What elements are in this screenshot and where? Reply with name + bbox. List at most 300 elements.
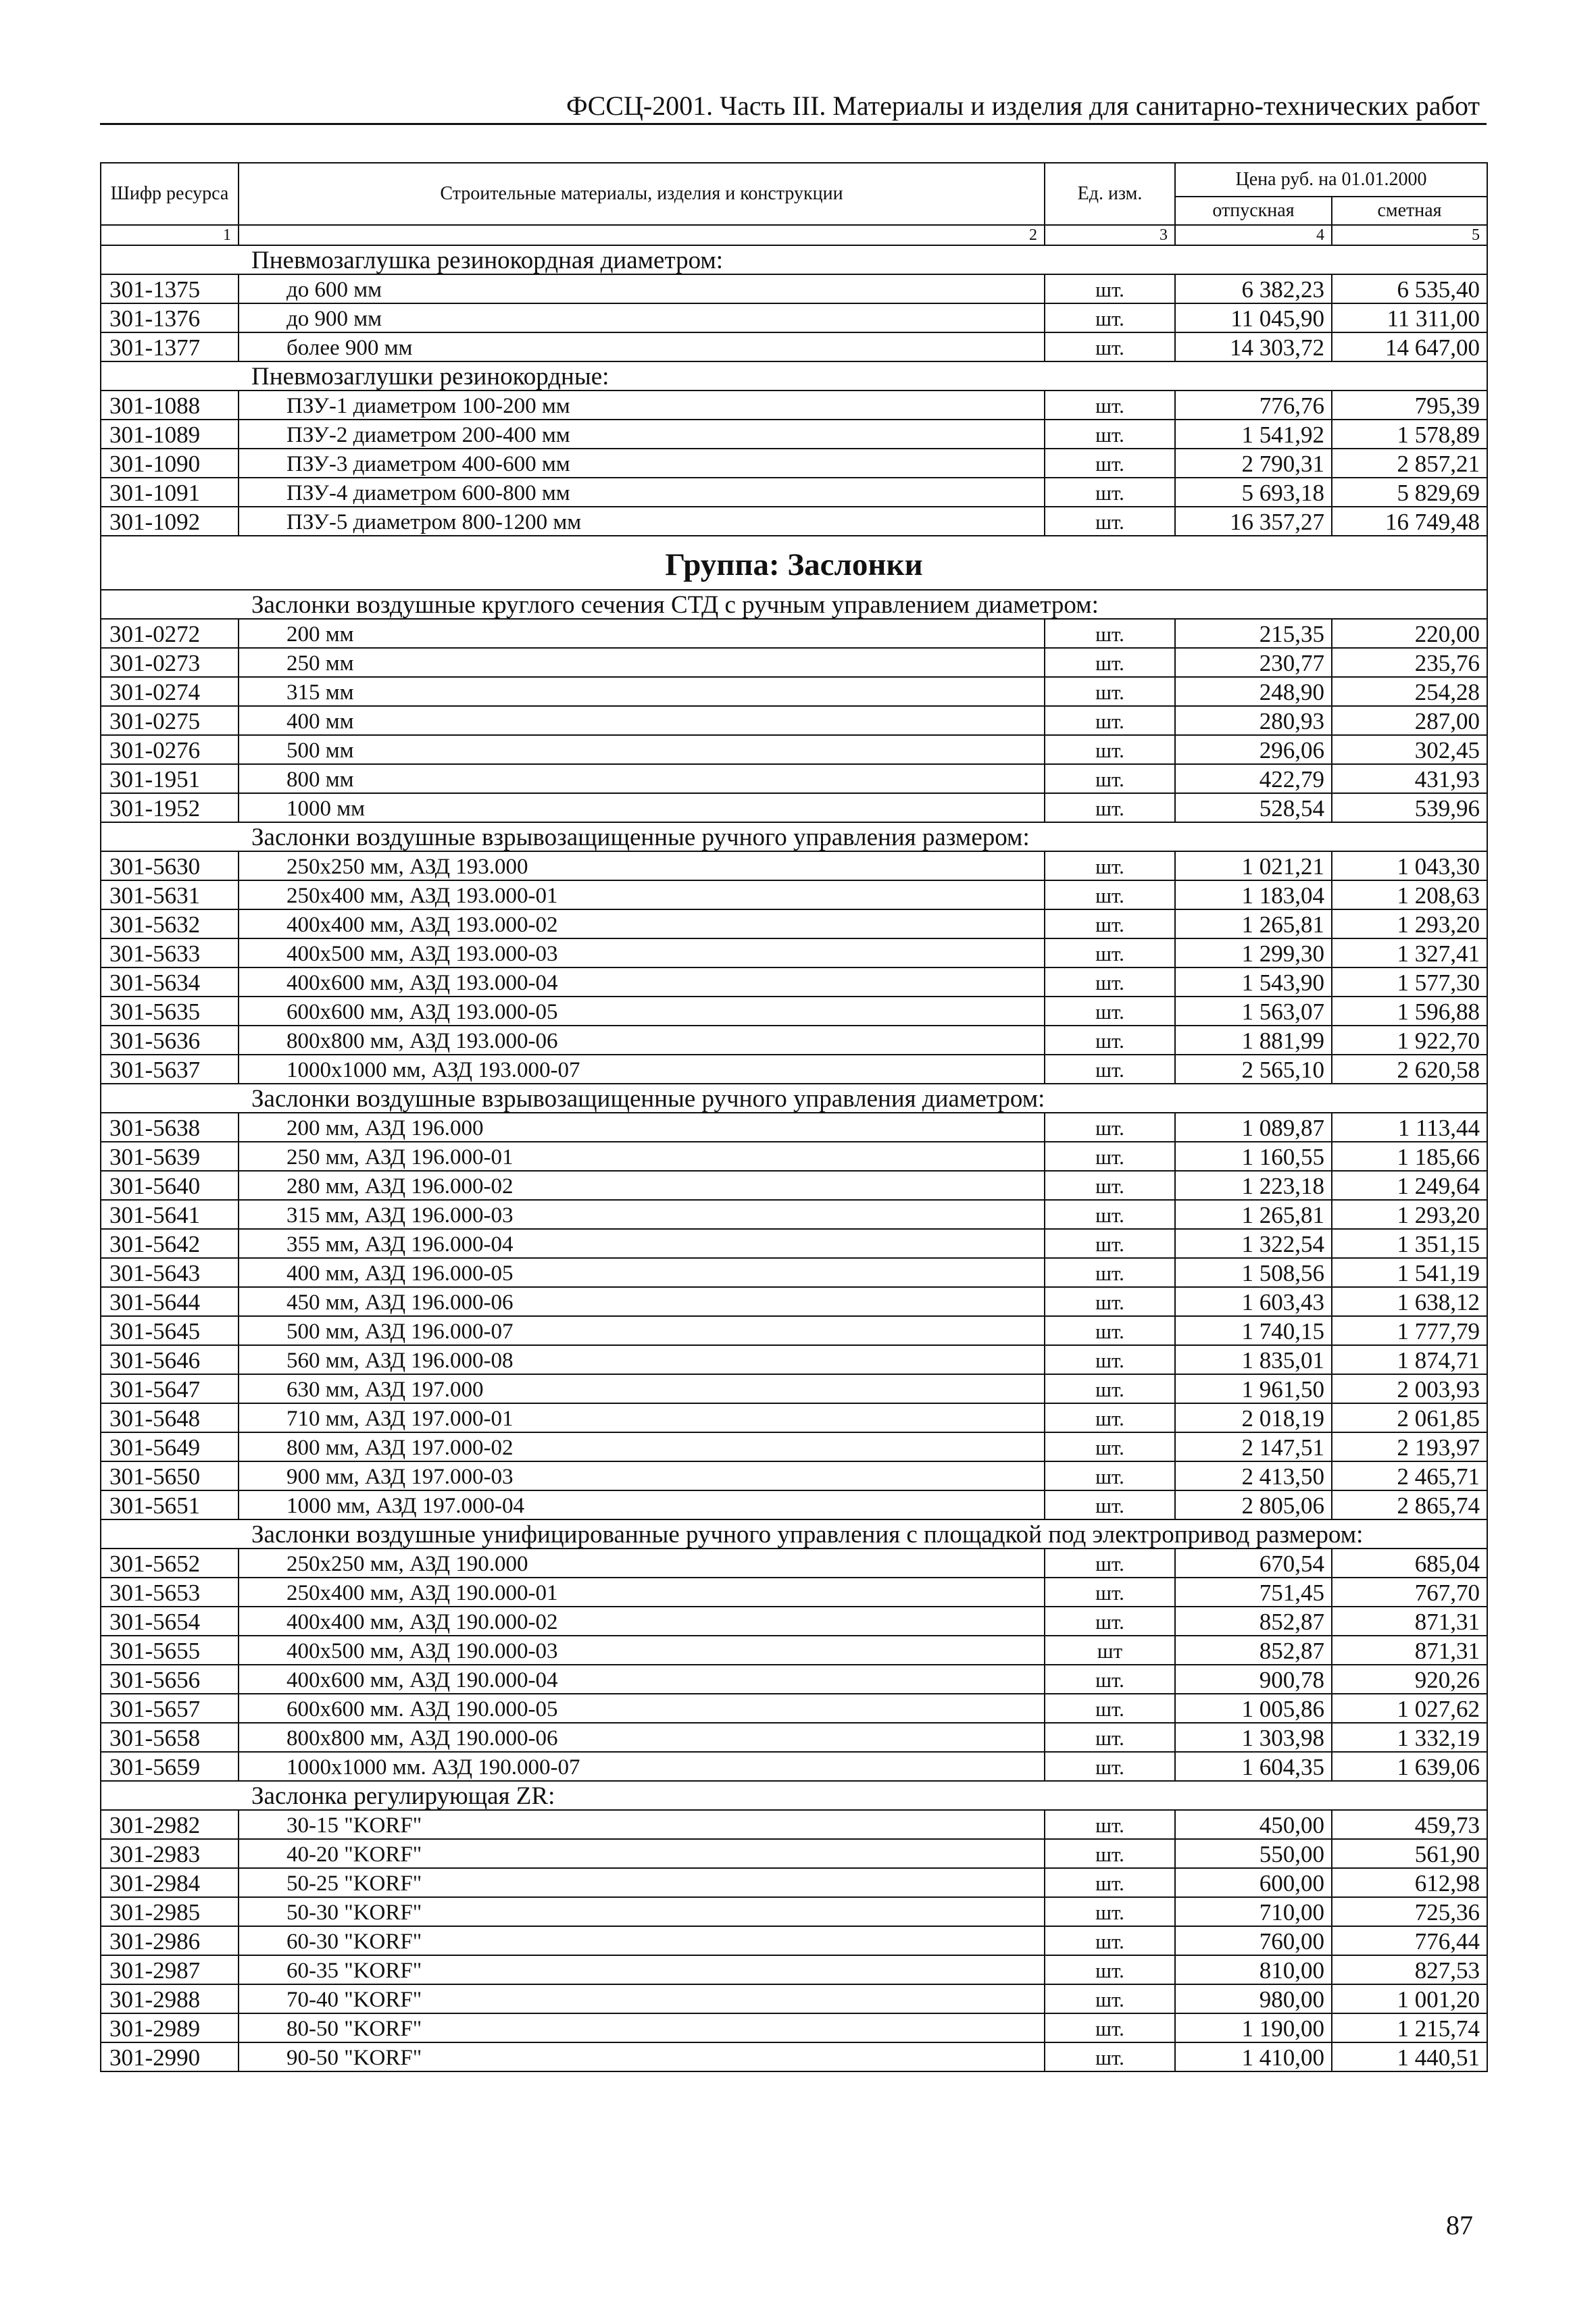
unit-cell: шт. bbox=[1045, 938, 1175, 967]
release-price: 776,76 bbox=[1175, 391, 1332, 420]
item-name: ПЗУ-5 диаметром 800-1200 мм bbox=[239, 507, 1045, 536]
header-row bbox=[101, 163, 1487, 197]
release-price: 14 303,72 bbox=[1175, 332, 1332, 361]
table-row bbox=[101, 303, 1487, 332]
table-row bbox=[101, 1055, 1487, 1084]
estimate-price: 561,90 bbox=[1332, 1839, 1487, 1868]
item-name: ПЗУ-1 диаметром 100-200 мм bbox=[239, 391, 1045, 420]
release-price: 1 563,07 bbox=[1175, 997, 1332, 1026]
table-row bbox=[101, 1461, 1487, 1490]
estimate-price: 2 061,85 bbox=[1332, 1403, 1487, 1432]
col-header-estimate: сметная bbox=[1332, 197, 1487, 225]
table-row bbox=[101, 332, 1487, 361]
table-row bbox=[101, 735, 1487, 764]
estimate-price: 2 865,74 bbox=[1332, 1490, 1487, 1519]
unit-cell: шт. bbox=[1045, 1403, 1175, 1432]
col-header-price: Цена руб. на 01.01.2000 bbox=[1175, 163, 1487, 197]
table-row bbox=[101, 1171, 1487, 1200]
resource-code: 301-5652 bbox=[101, 1549, 239, 1578]
item-name: 900 мм, АЗД 197.000-03 bbox=[239, 1461, 1045, 1490]
release-price: 1 541,92 bbox=[1175, 420, 1332, 449]
unit-cell: шт. bbox=[1045, 1171, 1175, 1200]
table-row bbox=[101, 1026, 1487, 1055]
estimate-price: 1 440,51 bbox=[1332, 2042, 1487, 2071]
estimate-price: 1 027,62 bbox=[1332, 1694, 1487, 1723]
item-name: 710 мм, АЗД 197.000-01 bbox=[239, 1403, 1045, 1432]
item-name: 315 мм bbox=[239, 677, 1045, 706]
item-name: 250х250 мм, АЗД 193.000 bbox=[239, 851, 1045, 880]
estimate-price: 871,31 bbox=[1332, 1607, 1487, 1636]
header-title: ФССЦ-2001. Часть III. Материалы и изделия для санитарно-технических работ bbox=[566, 91, 1480, 121]
estimate-price: 827,53 bbox=[1332, 1955, 1487, 1984]
item-name: 400х400 мм, АЗД 193.000-02 bbox=[239, 909, 1045, 938]
release-price: 2 147,51 bbox=[1175, 1432, 1332, 1461]
resource-code: 301-1089 bbox=[101, 420, 239, 449]
resource-code: 301-5649 bbox=[101, 1432, 239, 1461]
table-row bbox=[101, 677, 1487, 706]
running-header bbox=[100, 89, 1487, 125]
resource-code: 301-5637 bbox=[101, 1055, 239, 1084]
estimate-price: 1 327,41 bbox=[1332, 938, 1487, 967]
resource-code: 301-5633 bbox=[101, 938, 239, 967]
estimate-price: 2 193,97 bbox=[1332, 1432, 1487, 1461]
table-row bbox=[101, 1607, 1487, 1636]
resource-code: 301-5635 bbox=[101, 997, 239, 1026]
estimate-price: 2 003,93 bbox=[1332, 1374, 1487, 1403]
resource-code: 301-1092 bbox=[101, 507, 239, 536]
table-row bbox=[101, 1142, 1487, 1171]
item-name: 400 мм bbox=[239, 706, 1045, 735]
item-name: 800 мм, АЗД 197.000-02 bbox=[239, 1432, 1045, 1461]
table-row bbox=[101, 967, 1487, 997]
release-price: 1 835,01 bbox=[1175, 1345, 1332, 1374]
resource-code: 301-0275 bbox=[101, 706, 239, 735]
resource-code: 301-5654 bbox=[101, 1607, 239, 1636]
table-row bbox=[101, 478, 1487, 507]
unit-cell: шт. bbox=[1045, 332, 1175, 361]
resource-code: 301-5639 bbox=[101, 1142, 239, 1171]
item-name: 450 мм, АЗД 196.000-06 bbox=[239, 1287, 1045, 1316]
unit-cell: шт. bbox=[1045, 1578, 1175, 1607]
release-price: 1 322,54 bbox=[1175, 1229, 1332, 1258]
resource-code: 301-2984 bbox=[101, 1868, 239, 1897]
unit-cell: шт. bbox=[1045, 303, 1175, 332]
unit-cell: шт. bbox=[1045, 1374, 1175, 1403]
item-name: 250 мм, АЗД 196.000-01 bbox=[239, 1142, 1045, 1171]
release-price: 550,00 bbox=[1175, 1839, 1332, 1868]
estimate-price: 1 874,71 bbox=[1332, 1345, 1487, 1374]
estimate-price: 1 577,30 bbox=[1332, 967, 1487, 997]
unit-cell: шт bbox=[1045, 1636, 1175, 1665]
unit-cell: шт. bbox=[1045, 909, 1175, 938]
table-row bbox=[101, 1113, 1487, 1142]
resource-code: 301-5653 bbox=[101, 1578, 239, 1607]
estimate-price: 1 639,06 bbox=[1332, 1752, 1487, 1781]
release-price: 528,54 bbox=[1175, 793, 1332, 822]
release-price: 1 005,86 bbox=[1175, 1694, 1332, 1723]
estimate-price: 1 293,20 bbox=[1332, 909, 1487, 938]
release-price: 1 223,18 bbox=[1175, 1171, 1332, 1200]
release-price: 810,00 bbox=[1175, 1955, 1332, 1984]
table-row bbox=[101, 449, 1487, 478]
unit-cell: шт. bbox=[1045, 1258, 1175, 1287]
release-price: 1 021,21 bbox=[1175, 851, 1332, 880]
item-name: 315 мм, АЗД 196.000-03 bbox=[239, 1200, 1045, 1229]
item-name: до 600 мм bbox=[239, 274, 1045, 303]
estimate-price: 1 113,44 bbox=[1332, 1113, 1487, 1142]
release-price: 1 183,04 bbox=[1175, 880, 1332, 909]
col-number-3: 3 bbox=[1045, 225, 1175, 245]
resource-code: 301-2987 bbox=[101, 1955, 239, 1984]
item-name: 1000 мм, АЗД 197.000-04 bbox=[239, 1490, 1045, 1519]
resource-code: 301-1090 bbox=[101, 449, 239, 478]
item-name: 250 мм bbox=[239, 648, 1045, 677]
release-price: 2 018,19 bbox=[1175, 1403, 1332, 1432]
item-name: 500 мм, АЗД 196.000-07 bbox=[239, 1316, 1045, 1345]
resource-code: 301-5659 bbox=[101, 1752, 239, 1781]
resource-code: 301-5655 bbox=[101, 1636, 239, 1665]
unit-cell: шт. bbox=[1045, 880, 1175, 909]
estimate-price: 220,00 bbox=[1332, 619, 1487, 648]
release-price: 1 299,30 bbox=[1175, 938, 1332, 967]
resource-code: 301-5645 bbox=[101, 1316, 239, 1345]
section-heading: Заслонки воздушные круглого сечения СТД с ручным управлением диаметром: bbox=[101, 590, 1487, 619]
table-row bbox=[101, 391, 1487, 420]
table-row bbox=[101, 1636, 1487, 1665]
table-row bbox=[101, 1229, 1487, 1258]
item-name: 400х500 мм, АЗД 193.000-03 bbox=[239, 938, 1045, 967]
unit-cell: шт. bbox=[1045, 735, 1175, 764]
item-name: ПЗУ-2 диаметром 200-400 мм bbox=[239, 420, 1045, 449]
item-name: 60-30 "KORF" bbox=[239, 1926, 1045, 1955]
estimate-price: 1 043,30 bbox=[1332, 851, 1487, 880]
unit-cell: шт. bbox=[1045, 391, 1175, 420]
table-row bbox=[101, 1549, 1487, 1578]
release-price: 1 303,98 bbox=[1175, 1723, 1332, 1752]
release-price: 296,06 bbox=[1175, 735, 1332, 764]
unit-cell: шт. bbox=[1045, 1897, 1175, 1926]
group-heading: Группа: Заслонки bbox=[101, 536, 1487, 590]
unit-cell: шт. bbox=[1045, 1229, 1175, 1258]
table-row bbox=[101, 274, 1487, 303]
item-name: 1000х1000 мм, АЗД 193.000-07 bbox=[239, 1055, 1045, 1084]
release-price: 1 265,81 bbox=[1175, 1200, 1332, 1229]
unit-cell: шт. bbox=[1045, 1926, 1175, 1955]
estimate-price: 1 215,74 bbox=[1332, 2013, 1487, 2042]
table-row bbox=[101, 648, 1487, 677]
section-heading-row bbox=[101, 590, 1487, 619]
release-price: 2 565,10 bbox=[1175, 1055, 1332, 1084]
unit-cell: шт. bbox=[1045, 1607, 1175, 1636]
unit-cell: шт. bbox=[1045, 1694, 1175, 1723]
item-name: 250х400 мм, АЗД 193.000-01 bbox=[239, 880, 1045, 909]
resource-code: 301-5634 bbox=[101, 967, 239, 997]
item-name: 280 мм, АЗД 196.000-02 bbox=[239, 1171, 1045, 1200]
resource-code: 301-1952 bbox=[101, 793, 239, 822]
price-table bbox=[100, 162, 1488, 2072]
item-name: 90-50 "KORF" bbox=[239, 2042, 1045, 2071]
resource-code: 301-1088 bbox=[101, 391, 239, 420]
estimate-price: 1 596,88 bbox=[1332, 997, 1487, 1026]
resource-code: 301-5658 bbox=[101, 1723, 239, 1752]
table-row bbox=[101, 1897, 1487, 1926]
estimate-price: 1 578,89 bbox=[1332, 420, 1487, 449]
release-price: 11 045,90 bbox=[1175, 303, 1332, 332]
item-name: 60-35 "KORF" bbox=[239, 1955, 1045, 1984]
release-price: 760,00 bbox=[1175, 1926, 1332, 1955]
item-name: 400х500 мм, АЗД 190.000-03 bbox=[239, 1636, 1045, 1665]
release-price: 852,87 bbox=[1175, 1607, 1332, 1636]
release-price: 600,00 bbox=[1175, 1868, 1332, 1897]
release-price: 1 410,00 bbox=[1175, 2042, 1332, 2071]
estimate-price: 1 208,63 bbox=[1332, 880, 1487, 909]
release-price: 900,78 bbox=[1175, 1665, 1332, 1694]
item-name: 1000х1000 мм. АЗД 190.000-07 bbox=[239, 1752, 1045, 1781]
estimate-price: 725,36 bbox=[1332, 1897, 1487, 1926]
item-name: более 900 мм bbox=[239, 332, 1045, 361]
resource-code: 301-2988 bbox=[101, 1984, 239, 2013]
unit-cell: шт. bbox=[1045, 1461, 1175, 1490]
release-price: 1 740,15 bbox=[1175, 1316, 1332, 1345]
unit-cell: шт. bbox=[1045, 1316, 1175, 1345]
unit-cell: шт. bbox=[1045, 1026, 1175, 1055]
item-name: 400х400 мм, АЗД 190.000-02 bbox=[239, 1607, 1045, 1636]
unit-cell: шт. bbox=[1045, 1549, 1175, 1578]
resource-code: 301-5630 bbox=[101, 851, 239, 880]
resource-code: 301-5647 bbox=[101, 1374, 239, 1403]
unit-cell: шт. bbox=[1045, 274, 1175, 303]
col-header-unit: Ед. изм. bbox=[1045, 163, 1175, 225]
table-row bbox=[101, 1752, 1487, 1781]
table-row bbox=[101, 420, 1487, 449]
section-heading: Заслонка регулирующая ZR: bbox=[101, 1781, 1487, 1810]
release-price: 1 604,35 bbox=[1175, 1752, 1332, 1781]
item-name: 400х600 мм, АЗД 190.000-04 bbox=[239, 1665, 1045, 1694]
estimate-price: 685,04 bbox=[1332, 1549, 1487, 1578]
resource-code: 301-5657 bbox=[101, 1694, 239, 1723]
unit-cell: шт. bbox=[1045, 764, 1175, 793]
unit-cell: шт. bbox=[1045, 706, 1175, 735]
table-row bbox=[101, 1578, 1487, 1607]
table-row bbox=[101, 1723, 1487, 1752]
item-name: ПЗУ-3 диаметром 400-600 мм bbox=[239, 449, 1045, 478]
resource-code: 301-5642 bbox=[101, 1229, 239, 1258]
resource-code: 301-2983 bbox=[101, 1839, 239, 1868]
section-heading-row bbox=[101, 822, 1487, 851]
section-heading: Пневмозаглушки резинокордные: bbox=[101, 361, 1487, 391]
unit-cell: шт. bbox=[1045, 478, 1175, 507]
resource-code: 301-0276 bbox=[101, 735, 239, 764]
group-heading-row bbox=[101, 536, 1487, 590]
estimate-price: 1 185,66 bbox=[1332, 1142, 1487, 1171]
release-price: 6 382,23 bbox=[1175, 274, 1332, 303]
item-name: 30-15 "KORF" bbox=[239, 1810, 1045, 1839]
unit-cell: шт. bbox=[1045, 420, 1175, 449]
estimate-price: 5 829,69 bbox=[1332, 478, 1487, 507]
release-price: 2 805,06 bbox=[1175, 1490, 1332, 1519]
release-price: 16 357,27 bbox=[1175, 507, 1332, 536]
release-price: 1 190,00 bbox=[1175, 2013, 1332, 2042]
item-name: 200 мм, АЗД 196.000 bbox=[239, 1113, 1045, 1142]
estimate-price: 1 777,79 bbox=[1332, 1316, 1487, 1345]
unit-cell: шт. bbox=[1045, 1955, 1175, 1984]
section-heading-row bbox=[101, 1781, 1487, 1810]
estimate-price: 6 535,40 bbox=[1332, 274, 1487, 303]
table-row bbox=[101, 1955, 1487, 1984]
item-name: 800 мм bbox=[239, 764, 1045, 793]
estimate-price: 1 638,12 bbox=[1332, 1287, 1487, 1316]
table-row bbox=[101, 2013, 1487, 2042]
estimate-price: 459,73 bbox=[1332, 1810, 1487, 1839]
section-heading: Пневмозаглушка резинокордная диаметром: bbox=[101, 245, 1487, 274]
item-name: 250х250 мм, АЗД 190.000 bbox=[239, 1549, 1045, 1578]
section-heading: Заслонки воздушные взрывозащищенные ручного управления диаметром: bbox=[101, 1084, 1487, 1113]
resource-code: 301-1377 bbox=[101, 332, 239, 361]
resource-code: 301-1091 bbox=[101, 478, 239, 507]
resource-code: 301-5636 bbox=[101, 1026, 239, 1055]
section-heading-row bbox=[101, 1519, 1487, 1549]
release-price: 5 693,18 bbox=[1175, 478, 1332, 507]
table-row bbox=[101, 793, 1487, 822]
item-name: 560 мм, АЗД 196.000-08 bbox=[239, 1345, 1045, 1374]
resource-code: 301-1376 bbox=[101, 303, 239, 332]
release-price: 1 265,81 bbox=[1175, 909, 1332, 938]
table-row bbox=[101, 2042, 1487, 2071]
unit-cell: шт. bbox=[1045, 1868, 1175, 1897]
unit-cell: шт. bbox=[1045, 1752, 1175, 1781]
unit-cell: шт. bbox=[1045, 1287, 1175, 1316]
resource-code: 301-5641 bbox=[101, 1200, 239, 1229]
release-price: 215,35 bbox=[1175, 619, 1332, 648]
resource-code: 301-0273 bbox=[101, 648, 239, 677]
resource-code: 301-5631 bbox=[101, 880, 239, 909]
unit-cell: шт. bbox=[1045, 507, 1175, 536]
estimate-price: 2 620,58 bbox=[1332, 1055, 1487, 1084]
unit-cell: шт. bbox=[1045, 1200, 1175, 1229]
table-row bbox=[101, 1810, 1487, 1839]
estimate-price: 920,26 bbox=[1332, 1665, 1487, 1694]
table-row bbox=[101, 1984, 1487, 2013]
section-heading-row bbox=[101, 1084, 1487, 1113]
estimate-price: 2 857,21 bbox=[1332, 449, 1487, 478]
resource-code: 301-1375 bbox=[101, 274, 239, 303]
table-row bbox=[101, 1316, 1487, 1345]
release-price: 248,90 bbox=[1175, 677, 1332, 706]
release-price: 280,93 bbox=[1175, 706, 1332, 735]
unit-cell: шт. bbox=[1045, 851, 1175, 880]
item-name: 630 мм, АЗД 197.000 bbox=[239, 1374, 1045, 1403]
table-row bbox=[101, 507, 1487, 536]
unit-cell: шт. bbox=[1045, 1432, 1175, 1461]
resource-code: 301-5648 bbox=[101, 1403, 239, 1432]
item-name: 70-40 "KORF" bbox=[239, 1984, 1045, 2013]
estimate-price: 1 249,64 bbox=[1332, 1171, 1487, 1200]
resource-code: 301-5644 bbox=[101, 1287, 239, 1316]
resource-code: 301-0272 bbox=[101, 619, 239, 648]
unit-cell: шт. bbox=[1045, 1055, 1175, 1084]
resource-code: 301-2990 bbox=[101, 2042, 239, 2071]
table-row bbox=[101, 1926, 1487, 1955]
item-name: 500 мм bbox=[239, 735, 1045, 764]
unit-cell: шт. bbox=[1045, 1810, 1175, 1839]
estimate-price: 1 922,70 bbox=[1332, 1026, 1487, 1055]
table-row bbox=[101, 1868, 1487, 1897]
item-name: 355 мм, АЗД 196.000-04 bbox=[239, 1229, 1045, 1258]
section-heading-row bbox=[101, 245, 1487, 274]
table-row bbox=[101, 764, 1487, 793]
column-number-row bbox=[101, 225, 1487, 245]
table-row bbox=[101, 1665, 1487, 1694]
table-row bbox=[101, 880, 1487, 909]
resource-code: 301-2982 bbox=[101, 1810, 239, 1839]
item-name: до 900 мм bbox=[239, 303, 1045, 332]
release-price: 852,87 bbox=[1175, 1636, 1332, 1665]
estimate-price: 16 749,48 bbox=[1332, 507, 1487, 536]
release-price: 980,00 bbox=[1175, 1984, 1332, 2013]
col-header-code: Шифр ресурса bbox=[101, 163, 239, 225]
estimate-price: 1 001,20 bbox=[1332, 1984, 1487, 2013]
resource-code: 301-5650 bbox=[101, 1461, 239, 1490]
table-row bbox=[101, 997, 1487, 1026]
release-price: 1 603,43 bbox=[1175, 1287, 1332, 1316]
col-number-2: 2 bbox=[239, 225, 1045, 245]
item-name: 600х600 мм, АЗД 193.000-05 bbox=[239, 997, 1045, 1026]
unit-cell: шт. bbox=[1045, 619, 1175, 648]
resource-code: 301-1951 bbox=[101, 764, 239, 793]
unit-cell: шт. bbox=[1045, 1665, 1175, 1694]
estimate-price: 2 465,71 bbox=[1332, 1461, 1487, 1490]
table-row bbox=[101, 706, 1487, 735]
estimate-price: 795,39 bbox=[1332, 391, 1487, 420]
release-price: 1 160,55 bbox=[1175, 1142, 1332, 1171]
release-price: 1 961,50 bbox=[1175, 1374, 1332, 1403]
unit-cell: шт. bbox=[1045, 1113, 1175, 1142]
table-row bbox=[101, 1258, 1487, 1287]
release-price: 2 790,31 bbox=[1175, 449, 1332, 478]
resource-code: 301-2989 bbox=[101, 2013, 239, 2042]
item-name: 50-30 "KORF" bbox=[239, 1897, 1045, 1926]
resource-code: 301-2985 bbox=[101, 1897, 239, 1926]
estimate-price: 871,31 bbox=[1332, 1636, 1487, 1665]
estimate-price: 539,96 bbox=[1332, 793, 1487, 822]
estimate-price: 287,00 bbox=[1332, 706, 1487, 735]
item-name: ПЗУ-4 диаметром 600-800 мм bbox=[239, 478, 1045, 507]
release-price: 751,45 bbox=[1175, 1578, 1332, 1607]
item-name: 250х400 мм, АЗД 190.000-01 bbox=[239, 1578, 1045, 1607]
release-price: 1 543,90 bbox=[1175, 967, 1332, 997]
unit-cell: шт. bbox=[1045, 1723, 1175, 1752]
resource-code: 301-0274 bbox=[101, 677, 239, 706]
resource-code: 301-5656 bbox=[101, 1665, 239, 1694]
table-row bbox=[101, 1403, 1487, 1432]
table-row bbox=[101, 1490, 1487, 1519]
unit-cell: шт. bbox=[1045, 1345, 1175, 1374]
table-row bbox=[101, 938, 1487, 967]
resource-code: 301-5646 bbox=[101, 1345, 239, 1374]
item-name: 800х800 мм, АЗД 193.000-06 bbox=[239, 1026, 1045, 1055]
unit-cell: шт. bbox=[1045, 1142, 1175, 1171]
resource-code: 301-5632 bbox=[101, 909, 239, 938]
estimate-price: 767,70 bbox=[1332, 1578, 1487, 1607]
table-row bbox=[101, 851, 1487, 880]
item-name: 200 мм bbox=[239, 619, 1045, 648]
section-heading: Заслонки воздушные взрывозащищенные ручного управления размером: bbox=[101, 822, 1487, 851]
table-row bbox=[101, 909, 1487, 938]
table-row bbox=[101, 1345, 1487, 1374]
resource-code: 301-5638 bbox=[101, 1113, 239, 1142]
item-name: 40-20 "KORF" bbox=[239, 1839, 1045, 1868]
unit-cell: шт. bbox=[1045, 1490, 1175, 1519]
